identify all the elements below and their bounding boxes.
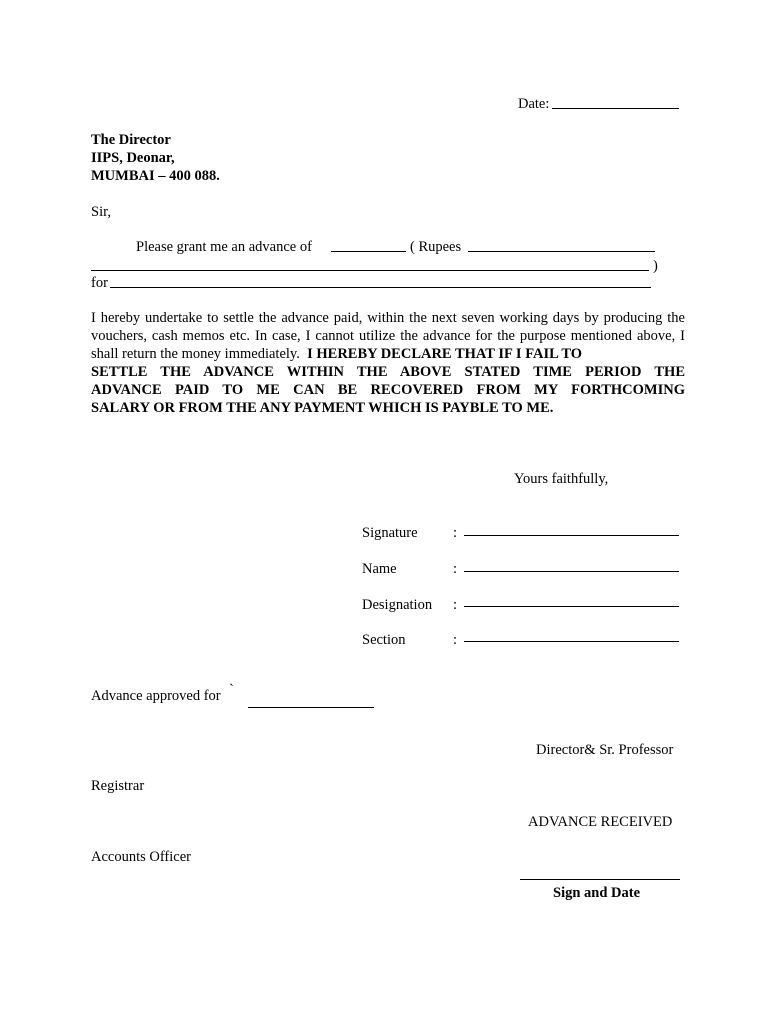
declaration-line-4: SALARY OR FROM THE ANY PAYMENT WHICH IS PAYBLE TO ME. (91, 400, 554, 417)
approved-amount-field-line[interactable] (248, 707, 374, 708)
undertaking-text: I hereby undertake to settle the advance paid, within the next seven working days by producing the vouchers, cash memos etc. In case, I cannot utilize the advance for the purpose mentioned above, I shall return the money immediately. (91, 310, 685, 363)
rupees-words-field-line-2[interactable] (91, 270, 649, 271)
advance-received-label: ADVANCE RECEIVED (528, 814, 673, 830)
currency-symbol: ` (229, 682, 234, 698)
request-text: Please grant me an advance of (136, 239, 312, 255)
designation-colon: : (453, 597, 458, 613)
rupees-label: ( Rupees (410, 239, 462, 255)
designation-field-line[interactable] (464, 606, 679, 607)
for-label: for (91, 275, 108, 291)
section-field-line[interactable] (464, 641, 679, 642)
addressee-line-3: MUMBAI – 400 088. (91, 168, 220, 184)
declaration-line-2: SETTLE THE ADVANCE WITHIN THE ABOVE STATED TIME PERIOD THE (91, 364, 685, 380)
sign-date-field-line[interactable] (520, 879, 680, 880)
rupees-words-field-line[interactable] (468, 251, 655, 252)
designation-label: Designation (362, 597, 433, 613)
name-colon: : (453, 561, 458, 577)
closing: Yours faithfully, (514, 471, 609, 487)
section-label: Section (362, 632, 406, 648)
amount-field-line[interactable] (331, 251, 406, 252)
date-field-line[interactable] (552, 108, 679, 109)
addressee-line-1: The Director (91, 132, 171, 148)
closing-paren: ) (653, 258, 658, 274)
date-label: Date: (518, 96, 550, 112)
signature-colon: : (453, 525, 458, 541)
declaration-line-1: I HEREBY DECLARE THAT IF I FAIL TO (307, 346, 583, 363)
declaration-line-3: ADVANCE PAID TO ME CAN BE RECOVERED FROM MY FORTHCOMING (91, 382, 685, 399)
advance-approved-label: Advance approved for (91, 688, 221, 704)
signature-field-line[interactable] (464, 535, 679, 536)
director-title: Director& Sr. Professor (536, 742, 674, 758)
section-colon: : (453, 632, 458, 648)
registrar-label: Registrar (91, 778, 145, 794)
sign-and-date-label: Sign and Date (553, 885, 641, 901)
declaration-block (91, 363, 685, 418)
name-label: Name (362, 561, 397, 577)
purpose-field-line[interactable] (110, 287, 651, 288)
name-field-line[interactable] (464, 571, 679, 572)
accounts-officer-label: Accounts Officer (91, 849, 191, 865)
undertaking-paragraph (91, 309, 685, 364)
salutation: Sir, (91, 204, 111, 220)
addressee-line-2: IIPS, Deonar, (91, 150, 175, 166)
signature-label: Signature (362, 525, 418, 541)
